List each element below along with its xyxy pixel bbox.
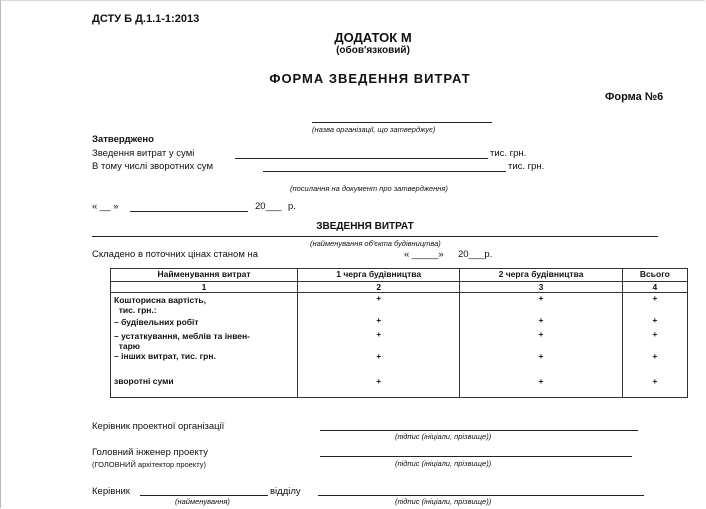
head-org-label: Керівник проектної організації — [92, 421, 225, 432]
dept-label: відділу — [270, 486, 301, 497]
row-value: + — [298, 351, 460, 371]
dept-head-caption: (підпис (ініціали, прізвище)) — [395, 497, 492, 506]
row-value: + — [622, 293, 687, 316]
row-value: + — [298, 329, 460, 351]
returnable-amount-line — [263, 171, 506, 172]
appendix-status: (обов'язковий) — [336, 45, 410, 56]
row-value: + — [622, 351, 687, 371]
chief-architect-label: (ГОЛОВНИЙ архітектор проекту) — [92, 460, 206, 469]
column-number: 1 — [111, 282, 298, 293]
prices-date: « _____» — [404, 249, 444, 260]
column-header: Найменування витрат — [111, 269, 298, 282]
approval-date-month-line — [130, 211, 248, 212]
appendix-title: ДОДАТОК М — [334, 30, 412, 45]
approval-date-suffix: р. — [288, 201, 296, 212]
returnable-unit: тис. грн. — [508, 161, 545, 172]
row-value: + — [298, 315, 460, 329]
column-number: 4 — [622, 282, 687, 293]
row-value: + — [622, 315, 687, 329]
head-org-caption: (підпис (ініціали, прізвище)) — [395, 432, 492, 441]
summary-amount-line — [235, 158, 488, 159]
column-number: 2 — [298, 282, 460, 293]
column-header: 2 черга будівництва — [460, 269, 622, 282]
form-number: Форма №6 — [605, 91, 664, 103]
column-header: Всього — [622, 269, 687, 282]
org-name-line — [312, 122, 492, 123]
prices-label: Складено в поточних цінах станом на — [92, 249, 259, 260]
column-header: 1 черга будівництва — [298, 269, 460, 282]
summary-unit: тис. грн. — [490, 148, 527, 159]
cost-summary-table — [110, 268, 688, 398]
approval-doc-caption: (посилання на документ про затвердження) — [290, 184, 448, 193]
row-name: – інших витрат, тис. грн. — [111, 351, 298, 371]
row-name: зворотні суми — [111, 371, 298, 397]
org-name-caption: (назва організації, що затверджує) — [312, 125, 436, 134]
row-value: + — [298, 293, 460, 316]
row-name: Кошторисна вартість, тис. грн.: — [111, 293, 298, 316]
table-number-row — [111, 282, 688, 293]
table-header-row — [111, 269, 688, 282]
row-name: – будівельних робіт — [111, 315, 298, 329]
prices-year: 20___р. — [458, 249, 493, 260]
row-value: + — [460, 329, 622, 351]
approved-label: Затверджено — [92, 134, 154, 145]
row-value: + — [298, 371, 460, 397]
approval-date-day: « __ » — [92, 201, 119, 212]
dept-head-label: Керівник — [92, 486, 130, 497]
column-number: 3 — [460, 282, 622, 293]
standard-reference: ДСТУ Б Д.1.1-1:2013 — [92, 13, 200, 25]
row-value: + — [622, 371, 687, 397]
row-value: + — [622, 329, 687, 351]
row-value: + — [460, 351, 622, 371]
row-value: + — [460, 371, 622, 397]
dept-name-caption: (найменування) — [175, 497, 230, 506]
approval-date-year: 20___ — [255, 201, 282, 212]
table-row — [111, 315, 688, 329]
table-row — [111, 371, 688, 397]
chief-engineer-caption: (підпис (ініціали, прізвище)) — [395, 459, 492, 468]
enterprise-name-line — [92, 236, 658, 237]
chief-engineer-signature-line — [320, 456, 632, 457]
section-title: ЗВЕДЕННЯ ВИТРАТ — [316, 221, 414, 232]
returnable-label: В тому числі зворотних сум — [92, 161, 213, 172]
row-value: + — [460, 315, 622, 329]
summary-label: Зведення витрат у сумі — [92, 148, 195, 159]
dept-name-line — [140, 495, 268, 496]
chief-engineer-label: Головний інженер проекту — [92, 447, 208, 458]
table-row — [111, 329, 688, 351]
table-row — [111, 351, 688, 371]
form-title: ФОРМА ЗВЕДЕННЯ ВИТРАТ — [269, 71, 471, 86]
row-name: – устаткування, меблів та інвен- тарю — [111, 329, 298, 351]
table-row — [111, 293, 688, 316]
dept-head-signature-line — [318, 495, 644, 496]
enterprise-caption: (найменування об'єкта будівництва) — [310, 239, 441, 248]
row-value: + — [460, 293, 622, 316]
head-org-signature-line — [320, 430, 638, 431]
